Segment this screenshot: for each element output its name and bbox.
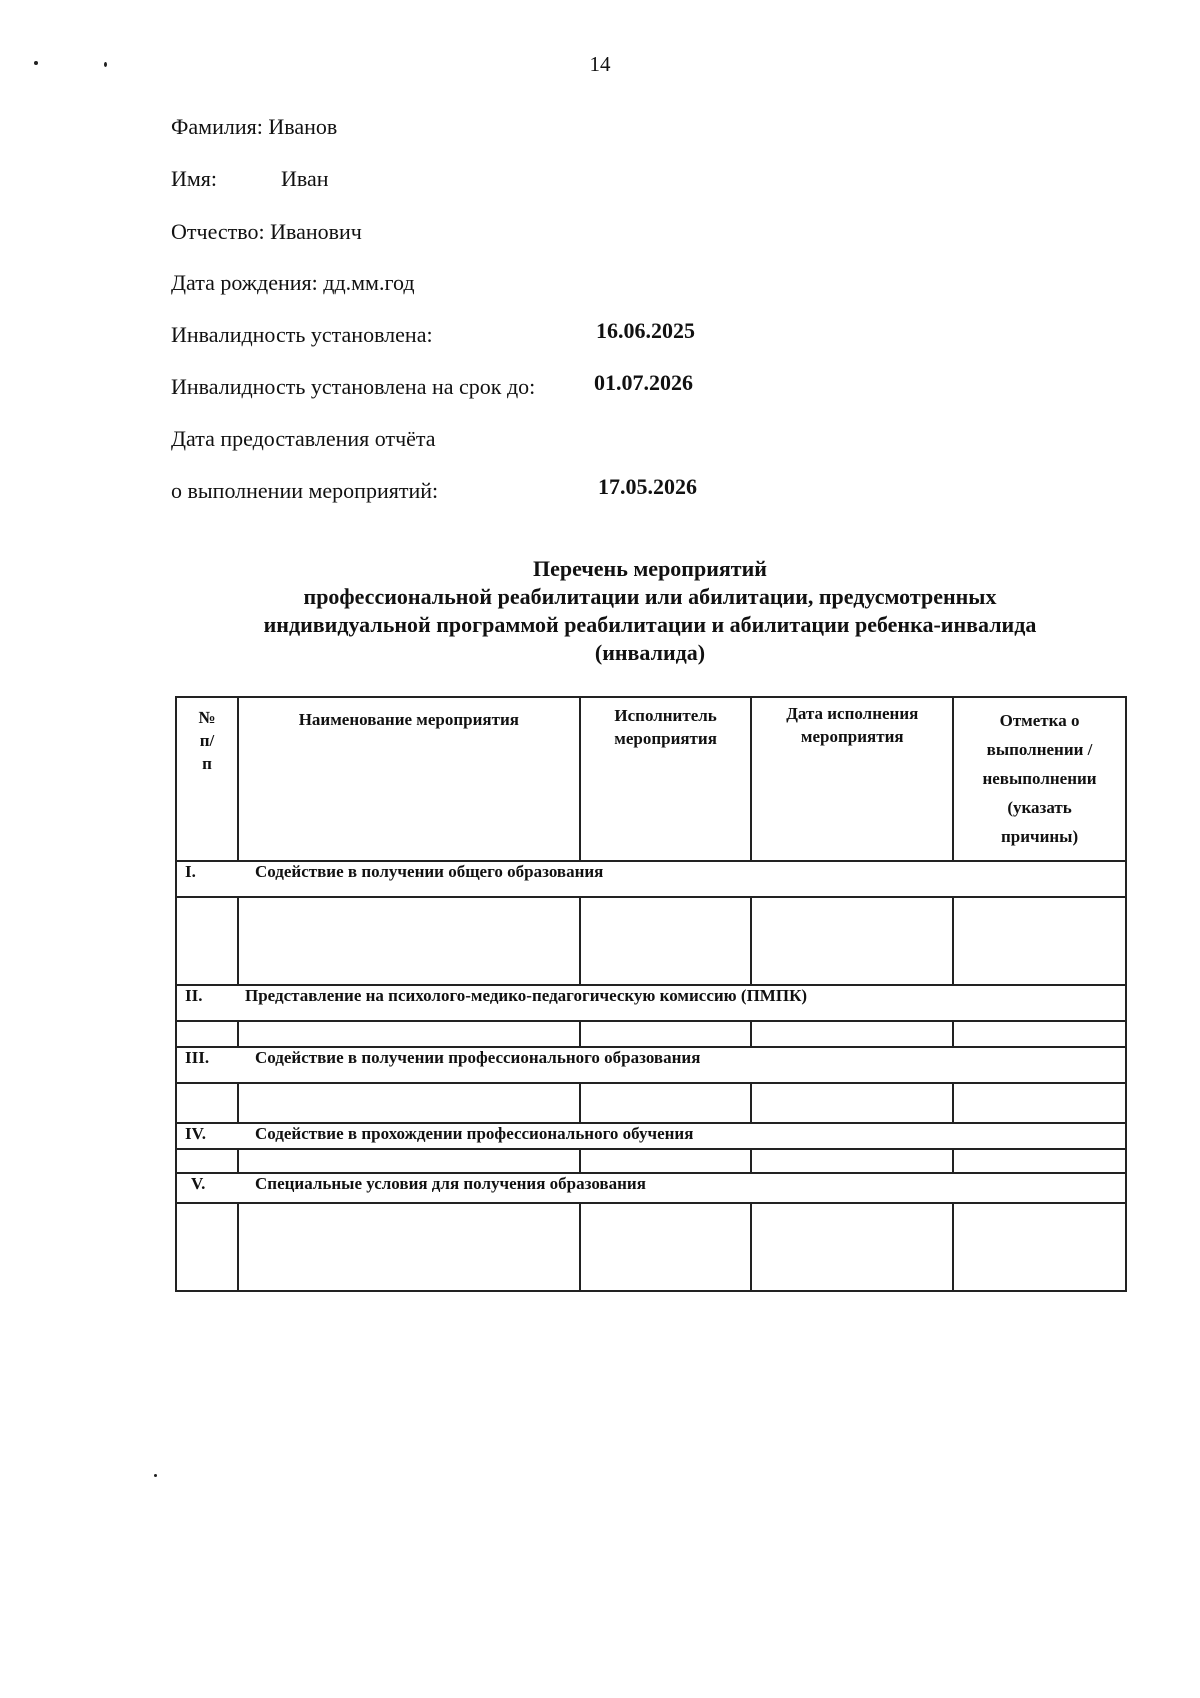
col-header-name: Наименование мероприятия: [238, 697, 580, 861]
empty-cell[interactable]: [953, 1083, 1126, 1123]
table-row: [176, 897, 1126, 985]
section-number: IV.: [185, 1124, 206, 1143]
heading-line: профессиональной реабилитации или абилитации, предусмотренных: [303, 584, 997, 609]
section-row: [176, 1123, 1126, 1149]
empty-cell[interactable]: [176, 897, 238, 985]
heading-line: индивидуальной программой реабилитации и абилитации ребенка-инвалида: [263, 612, 1037, 637]
empty-cell[interactable]: [580, 1203, 752, 1291]
empty-cell[interactable]: [238, 1203, 580, 1291]
surname-value: Иванов: [268, 114, 338, 139]
page-number: 14: [589, 52, 611, 76]
table-row: [176, 1149, 1126, 1173]
section-title: Содействие в получении профессионального образования: [255, 1048, 701, 1067]
empty-cell[interactable]: [953, 1203, 1126, 1291]
section-row: [176, 1047, 1126, 1083]
section-row: [176, 1173, 1126, 1203]
patronymic-label: Отчество:: [171, 219, 265, 244]
empty-cell[interactable]: [580, 1021, 752, 1047]
heading-line: (инвалида): [594, 640, 706, 665]
empty-cell[interactable]: [580, 1083, 752, 1123]
report-date: 17.05.2026: [598, 474, 697, 499]
col-header-date: Дата исполнения мероприятия: [751, 697, 953, 861]
heading-line: Перечень мероприятий: [533, 556, 767, 581]
disability-label: Инвалидность установлена:: [171, 322, 433, 347]
section-row: [176, 861, 1126, 897]
patronymic-value: Иванович: [270, 219, 362, 244]
measures-heading: [160, 555, 1140, 667]
scan-speck: [104, 62, 107, 67]
term-label: Инвалидность установлена на срок до:: [171, 374, 536, 399]
empty-cell[interactable]: [751, 1021, 953, 1047]
section-row: [176, 985, 1126, 1021]
section-title: Содействие в получении общего образования: [255, 862, 604, 881]
section-number: II.: [185, 986, 203, 1005]
empty-cell[interactable]: [751, 1149, 953, 1173]
empty-cell[interactable]: [238, 1083, 580, 1123]
empty-cell[interactable]: [238, 897, 580, 985]
empty-cell[interactable]: [953, 1021, 1126, 1047]
empty-cell[interactable]: [176, 1083, 238, 1123]
section-number: I.: [185, 862, 196, 881]
table-header-row: [176, 697, 1126, 861]
section-title: Специальные условия для получения образования: [255, 1174, 646, 1193]
section-title: Содействие в прохождении профессионального обучения: [255, 1124, 694, 1143]
empty-cell[interactable]: [953, 897, 1126, 985]
surname-line: [171, 114, 337, 140]
table-row: [176, 1203, 1126, 1291]
empty-cell[interactable]: [176, 1203, 238, 1291]
birth-value: дд.мм.год: [323, 270, 415, 295]
measures-table: [175, 696, 1127, 1292]
name-label: Имя:: [171, 166, 218, 191]
term-date: 01.07.2026: [594, 370, 693, 395]
empty-cell[interactable]: [580, 1149, 752, 1173]
surname-label: Фамилия:: [171, 114, 263, 139]
patronymic-line: [171, 219, 362, 245]
col-header-executor: Исполнитель мероприятия: [580, 697, 752, 861]
disability-date: 16.06.2025: [596, 318, 695, 343]
name-value: Иван: [281, 166, 329, 191]
section-number: III.: [185, 1048, 210, 1067]
empty-cell[interactable]: [176, 1021, 238, 1047]
table-row: [176, 1083, 1126, 1123]
col-header-mark: Отметка о выполнении / невыполнении (указать причины): [953, 697, 1126, 861]
empty-cell[interactable]: [751, 1203, 953, 1291]
empty-cell[interactable]: [238, 1149, 580, 1173]
birth-line: [171, 270, 415, 296]
table-row: [176, 1021, 1126, 1047]
scan-speck: [34, 61, 38, 65]
report-label-line2: о выполнении мероприятий:: [171, 478, 439, 503]
empty-cell[interactable]: [751, 1083, 953, 1123]
report-label-line1: Дата предоставления отчёта: [171, 426, 436, 451]
empty-cell[interactable]: [580, 897, 752, 985]
section-number: V.: [191, 1174, 206, 1193]
name-line: [171, 166, 329, 192]
empty-cell[interactable]: [238, 1021, 580, 1047]
scan-speck: [154, 1474, 157, 1477]
col-header-number: № п/п: [176, 697, 238, 861]
empty-cell[interactable]: [751, 897, 953, 985]
section-title: Представление на психолого-медико-педагогическую комиссию (ПМПК): [245, 986, 808, 1005]
empty-cell[interactable]: [176, 1149, 238, 1173]
birth-label: Дата рождения:: [171, 270, 318, 295]
empty-cell[interactable]: [953, 1149, 1126, 1173]
